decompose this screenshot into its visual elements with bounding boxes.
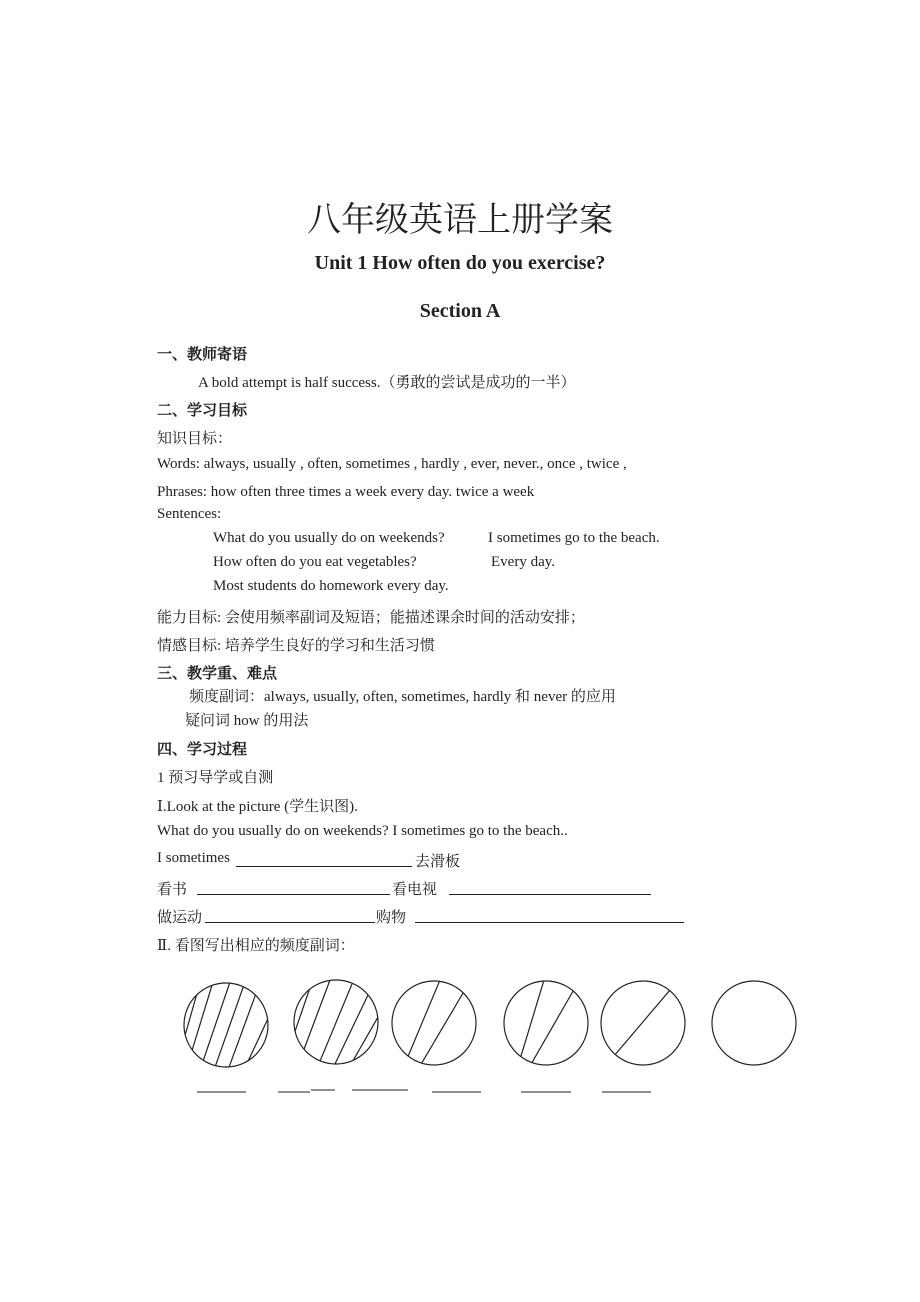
teacher-motto: A bold attempt is half success.（勇敢的尝试是成功的一半） bbox=[198, 375, 576, 391]
fill-shop-label: 购物 bbox=[376, 910, 407, 926]
circle-sometimes bbox=[504, 981, 588, 1065]
learning-process-heading: 四、学习过程 bbox=[157, 740, 248, 758]
blank-exercise[interactable] bbox=[205, 922, 375, 923]
key-points-heading: 三、教学重、难点 bbox=[157, 664, 278, 682]
words-line: Words: always, usually , often, sometimes , hardly , ever, never., once , twice , bbox=[157, 456, 627, 472]
sentence-2-question: How often do you eat vegetables? bbox=[213, 554, 417, 570]
teacher-message-heading: 一、教师寄语 bbox=[157, 345, 248, 363]
fill-skateboard-label: 去滑板 bbox=[415, 854, 461, 870]
blank-tv[interactable] bbox=[449, 894, 651, 895]
key-point-2: 疑问词 how 的用法 bbox=[185, 713, 309, 729]
blank-read[interactable] bbox=[197, 894, 390, 895]
blank-shop[interactable] bbox=[415, 922, 684, 923]
exercise-2-title: Ⅱ. 看图写出相应的频度副词： bbox=[157, 938, 355, 954]
fill-read-label: 看书 bbox=[157, 882, 188, 898]
learning-goals-heading: 二、学习目标 bbox=[157, 401, 248, 419]
sentence-1-question: What do you usually do on weekends? bbox=[213, 530, 445, 546]
ability-goal: 能力目标: 会使用频率副词及短语；能描述课余时间的活动安排； bbox=[157, 610, 585, 626]
frequency-circles bbox=[0, 970, 920, 1100]
sentence-3: Most students do homework every day. bbox=[213, 578, 449, 594]
phrases-line: Phrases: how often three times a week every day. twice a week bbox=[157, 484, 535, 500]
fill-tv-label: 看电视 bbox=[392, 882, 438, 898]
circle-hardly bbox=[601, 981, 685, 1065]
key-point-1: 频度副词：always, usually, often, sometimes, hardly 和 never 的应用 bbox=[189, 689, 616, 705]
fill-exercise-label: 做运动 bbox=[157, 910, 203, 926]
exercise-1-title: Ⅰ.Look at the picture (学生识图). bbox=[157, 799, 358, 815]
sentence-2-answer: Every day. bbox=[491, 554, 555, 570]
circle-never bbox=[712, 981, 796, 1065]
sentence-1-answer: I sometimes go to the beach. bbox=[488, 530, 660, 546]
fill-sometimes-label: I sometimes bbox=[157, 850, 230, 866]
blank-skateboard[interactable] bbox=[236, 866, 412, 867]
emotion-goal: 情感目标: 培养学生良好的学习和生活习惯 bbox=[157, 638, 435, 654]
knowledge-goal-label: 知识目标： bbox=[157, 431, 233, 447]
section-title: Section A bbox=[419, 300, 501, 322]
preview-subheading: 1 预习导学或自测 bbox=[157, 770, 274, 786]
unit-title: Unit 1 How often do you exercise? bbox=[314, 252, 606, 274]
exercise-1-prompt: What do you usually do on weekends? I sometimes go to the beach.. bbox=[157, 823, 568, 839]
sentences-label: Sentences: bbox=[157, 506, 222, 522]
page-title: 八年级英语上册学案 bbox=[307, 200, 613, 240]
